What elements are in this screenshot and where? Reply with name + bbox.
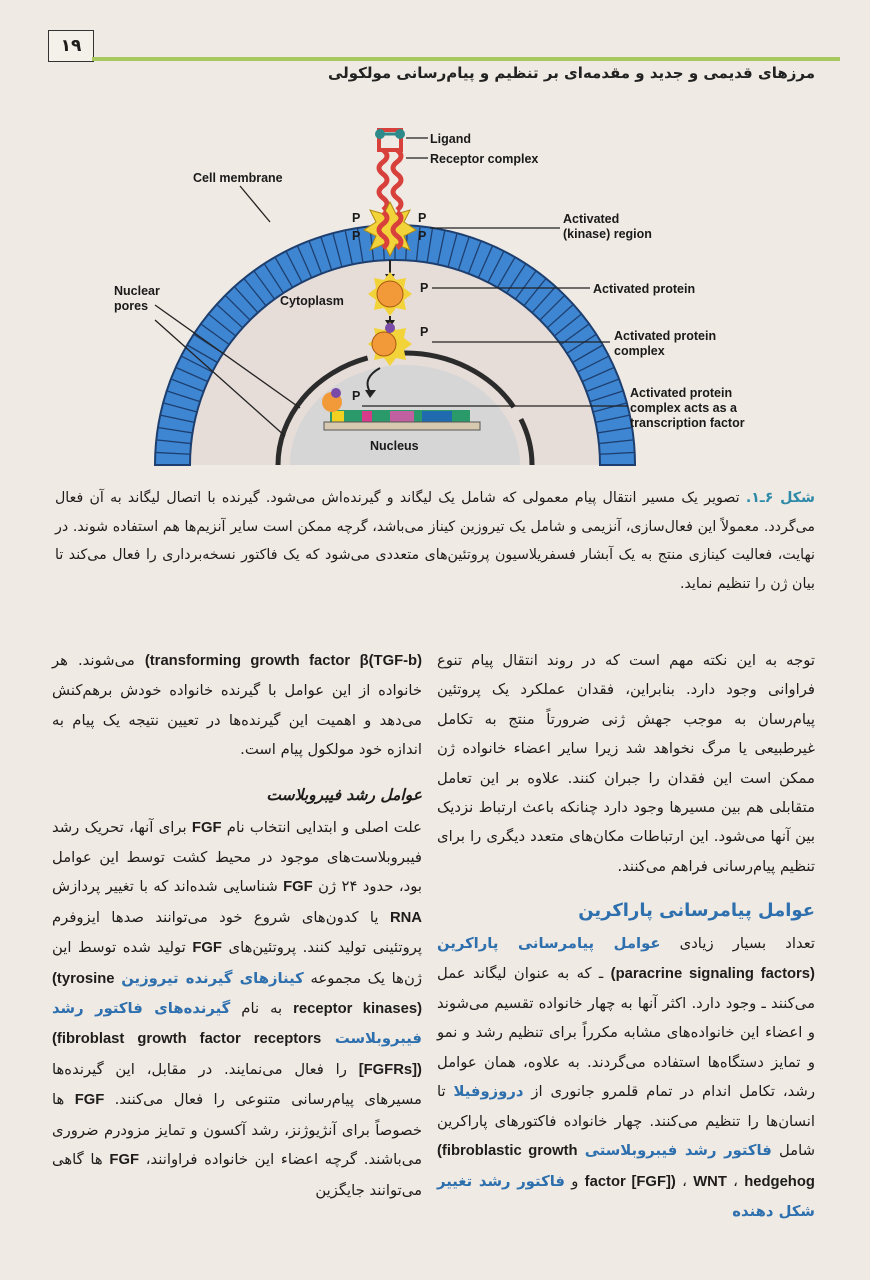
phospho-label: P xyxy=(418,229,427,243)
key-term: فاکتور رشد فیبروبلاستی xyxy=(584,1142,772,1160)
text-run: تولید شده توسط این ژن‌ها یک مجموعه xyxy=(52,939,422,987)
text-run: ، xyxy=(682,1172,687,1190)
english-term: (fibroblastic growth factor [FGF]) xyxy=(437,1143,676,1190)
transcription-factor-label-2: complex acts as a xyxy=(630,401,738,415)
text-run: به نام xyxy=(241,1000,283,1018)
english-term: FGF xyxy=(109,1152,139,1169)
key-term: دروزوفیلا xyxy=(453,1083,524,1101)
phospho-label: P xyxy=(420,281,429,295)
kinase-region-star xyxy=(364,202,416,256)
english-term: RNA xyxy=(389,909,422,926)
receptor-complex-label: Receptor complex xyxy=(430,152,539,166)
text-run: شناسایی شده‌اند که با تغییر پردازش xyxy=(52,878,278,896)
page-number: ۱۹ xyxy=(48,30,94,62)
english-term: hedgehog xyxy=(744,1173,815,1190)
section-title: عوامل پیامرسانی پاراکرین xyxy=(578,900,815,922)
running-title: مرزهای قدیمی و جدید و مقدمه‌ای بر تنظیم و پیام‌رسانی مولکولی xyxy=(327,64,815,82)
text-run: ها گاهی می‌توانند جایگزین xyxy=(52,1151,422,1199)
text-run: می‌شوند. هر خانواده از این عوامل با گیرنده خانواده خودش برهم‌کنش می‌دهد و اهمیت این گیرنده‌ها در تعیین نتیجه یک پیام به اندازه خود مولکول پیام است. xyxy=(52,652,422,759)
receptor-complex xyxy=(379,130,401,210)
left-column xyxy=(52,646,422,1205)
nuclear-pores-label-1: Nuclear xyxy=(114,284,160,298)
paragraph xyxy=(52,813,422,1205)
ligand-label: Ligand xyxy=(430,132,471,146)
subsection-title: عوامل رشد فیبروبلاست xyxy=(266,785,422,804)
text-run: یا کدون‌های شروع خود می‌توانند صدها ایزوفرم پروتئینی تولید کنند. پروتئین‌های xyxy=(52,908,423,957)
text-run: تا انسان‌ها را تنظیم می‌کنند. چهار خانواده فاکتورهای پاراکرین شامل xyxy=(437,1083,815,1160)
phospho-label: P xyxy=(418,211,427,225)
english-term: FGF xyxy=(191,819,222,836)
text-run: ، xyxy=(733,1172,738,1190)
text-run: ها خصوصاً برای آنژیوژنز، رشد آکسون و تمایز مزودرم ضروری می‌باشند. گرچه اعضاء این خانواده فراوانند، xyxy=(52,1091,422,1169)
nuclear-pores-label-2: pores xyxy=(114,299,149,313)
english-term: (paracrine signaling factors) xyxy=(610,965,815,982)
english-term: FGF xyxy=(283,879,313,896)
phospho-label: P xyxy=(352,211,361,225)
signal-transduction-figure xyxy=(100,110,760,475)
kinase-region-label-1: Activated xyxy=(563,212,620,226)
english-term: (fibroblast growth factor receptors [FGFRs]) xyxy=(52,1031,422,1078)
phospho-label: P xyxy=(352,389,361,403)
kinase-region-label-2: (kinase) region xyxy=(563,227,652,241)
text-run: را فعال می‌نمایند. در مقابل، این گیرنده‌ها مسیرهای پیام‌رسانی متنوعی را فعال می‌کنند. xyxy=(52,1060,422,1109)
paragraph: توجه به این نکته مهم است که در روند انتقال پیام تنوع فراوانی وجود دارد. بنابراین، فقدان عملکرد یک پروتئین پیام‌رسان به موجب جهش ژنی ضرورتاً منتج به تکامل غیرطبیعی یا مرگ نخواهد شد زیرا سایر اعضاء خانواده ژن ممکن است این فقدان را جبران کنند. علاوه بر این تعامل متقابلی هم بین مسیرها وجود دارد چنانکه باعث ارتباط نزدیک بین آنها می‌شود. این ارتباطات مکان‌های متعدد دیگری را برای تنظیم پیام‌رسانی فراهم می‌کنند. xyxy=(437,652,815,875)
transcription-factor-label-3: transcription factor xyxy=(630,416,745,430)
key-term: عوامل پیامرسانی پاراکرین xyxy=(437,935,661,953)
protein-complex-label-2: complex xyxy=(614,344,665,358)
caption-text: تصویر یک مسیر انتقال پیام معمولی که شامل یک لیگاند و گیرنده‌اش می‌شود. گیرنده با اتصال لیگاند به آن فعال می‌گردد. معمولاً این فعال‌سازی، آنزیمی و شامل یک تیروزین کیناز می‌باشد، گرچه ممکن است سایر آنزیم‌ها هم استفاده شوند. در نهایت، فعالیت کینازی منتج به یک آبشار فسفریلاسیون پروتئین‌های متعددی می‌شود که یک فاکتور نسخه‌برداری را فعال می‌کند تا بیان ژن را تنظیم نماید. xyxy=(55,490,815,592)
english-term: WNT xyxy=(693,1173,727,1190)
key-term: گیرنده‌های فاکتور رشد فیبروبلاست xyxy=(52,1000,422,1048)
transcription-factor-label-1: Activated protein xyxy=(630,386,733,400)
text-run: ـ که به عنوان لیگاند عمل می‌کنند ـ وجود دارد. اکثر آنها به چهار خانواده تقسیم می‌شوند و اعضاء این خانواده‌های مشابه مکرراً برای تنظیم رشد و نمو و تمایز دستگاه‌ها استفاده می‌گردند. به علاوه، همان عوامل رشد، تکامل اندام در تمام قلمرو جانوری از xyxy=(437,964,815,1101)
key-term: فاکتور رشد تغییر شکل دهنده xyxy=(437,1172,815,1220)
protein-complex-label-1: Activated protein xyxy=(614,329,717,343)
paragraph xyxy=(52,646,422,765)
paragraph xyxy=(437,929,815,1226)
caption-label: شکل ۶ـ۱. xyxy=(745,490,815,506)
key-term: کینازهای گیرنده تیروزین xyxy=(121,969,304,987)
text-run: برای آنها، تحریک رشد فیبروبلاست‌های موجود در محیط کشت توسط این عوامل بود، حدود ۲۴ ژن xyxy=(52,818,422,896)
english-term: FGF xyxy=(74,1092,105,1109)
english-term: FGF xyxy=(192,940,222,957)
phospho-label: P xyxy=(352,229,361,243)
activated-protein-label: Activated protein xyxy=(593,282,696,296)
nucleus-label: Nucleus xyxy=(370,439,419,453)
english-term: (transforming growth factor β(TGF-b) xyxy=(144,653,423,669)
header-rule xyxy=(92,57,840,61)
text-run: و xyxy=(571,1172,579,1190)
text-run: علت اصلی و ابتدایی انتخاب نام xyxy=(226,818,422,836)
text-run: تعداد بسیار زیادی xyxy=(679,935,815,953)
phospho-label: P xyxy=(420,325,429,339)
right-column xyxy=(437,646,815,1226)
english-term: (tyrosine receptor kinases) xyxy=(52,970,422,1018)
cell-membrane-label: Cell membrane xyxy=(193,171,283,185)
figure-caption xyxy=(55,484,815,598)
cytoplasm-label: Cytoplasm xyxy=(280,294,344,308)
